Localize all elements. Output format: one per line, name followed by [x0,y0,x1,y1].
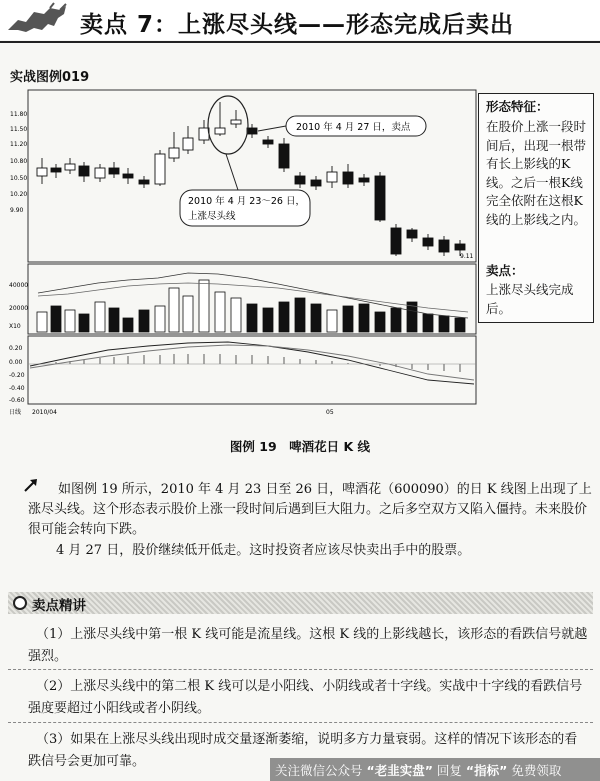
macd-tick: -0.60 [9,397,25,404]
volume-bar [65,310,75,332]
candle-body [375,176,385,220]
figure-caption: 图例 19 啤酒花日 K 线 [229,439,371,454]
tip-divider [8,722,593,724]
macd-tick: -0.20 [9,372,25,379]
price-tick: 10.80 [10,158,28,165]
sell-point-text: 上涨尽头线完成后。 [486,282,574,316]
watermark-prefix: 关注微信公众号 [275,763,363,778]
price-tick: 10.50 [10,175,28,182]
watermark-name: “老韭实盘” [366,763,433,778]
pattern-info-panel [478,93,594,323]
header-divider [0,41,600,43]
section-title: 卖点精讲 [32,598,86,614]
candle-body [423,238,433,246]
volume-bar [123,318,133,332]
volume-bar [155,306,165,332]
volume-bar [263,308,273,332]
volume-bar [359,304,369,332]
example-label: 实战图例019 [10,70,90,85]
volume-bar [183,296,193,332]
price-tick: 11.50 [10,126,28,133]
volume-bar [51,306,61,332]
section-banner [8,592,593,614]
watermark-suffix: 免费领取 [511,763,562,778]
low-price-mark: 9.11 [460,253,474,260]
sell-point-heading: 卖点： [486,263,524,278]
volume-tick: 40000 [9,282,29,289]
volume-tick: X10 [9,323,21,330]
watermark-text [275,761,561,779]
volume-bar [139,310,149,332]
candlestick-chart [8,88,478,420]
x-axis-label: 05 [326,409,334,416]
tip-divider [8,669,593,671]
watermark-mid: 回复 [436,763,462,778]
annotation-sell-text: 2010 年 4 月 27 日，卖点 [296,122,411,133]
candle-body [215,128,225,134]
volume-bar [231,298,241,332]
volume-bar [375,312,385,332]
volume-bar [95,302,105,332]
volume-bar [247,304,257,332]
volume-bar [79,314,89,332]
candle-body [169,148,179,158]
candle-body [263,140,273,144]
candle-body [109,168,119,174]
macd-tick: 0.00 [9,359,23,366]
candle-body [407,230,417,238]
volume-bar [295,298,305,332]
x-axis-label: 2010/04 [32,409,57,416]
volume-bar [109,308,119,332]
candle-body [231,120,241,124]
pattern-highlight-ellipse [208,96,248,154]
candle-body [311,180,321,186]
macd-tick: 0.20 [9,345,23,352]
candle-body [37,168,47,176]
tip-item: （1）上涨尽头线中第一根 K 线可能是流星线。这根 K 线的上影线越长，该形态的看跌信号就越强烈。 [28,627,588,664]
candle-body [155,154,165,184]
candle-body [343,172,353,184]
candle-body [199,128,209,140]
macd-panel-frame [28,336,476,404]
watermark-keyword: “指标” [465,763,508,778]
candle-body [183,138,193,150]
volume-bar [343,306,353,332]
candle-body [455,244,465,250]
price-tick: 10.20 [10,191,28,198]
price-tick: 9.90 [10,207,24,214]
volume-bar [169,288,179,332]
annotation-pattern-text: 2010 年 4 月 23～26 日， [188,196,305,207]
page-title: 卖点 7：上涨尽头线——形态完成后卖出 [80,12,515,38]
candle-body [279,144,289,168]
feature-heading: 形态特征： [486,99,549,114]
bull-logo-icon [4,2,74,38]
volume-bars [37,280,465,332]
candle-body [327,172,337,182]
volume-bar [327,310,337,332]
candle-body [139,180,149,184]
feature-text: 在股价上涨一段时间后，出现一根带有长上影线的K线。之后一根K线完全依附在这根K线的上影线之内。 [486,119,587,227]
volume-tick: 20000 [9,305,29,312]
body-paragraph: 4 月 27 日，股价继续低开低走。这时投资者应该尽快卖出手中的股票。 [56,543,471,558]
candle-body [79,166,89,176]
candle-body [391,228,401,254]
volume-bar [391,308,401,332]
volume-bar [199,280,209,332]
annotation-pattern-text: 上涨尽头线 [188,211,236,222]
tip-item: （2）上涨尽头线中的第二根 K 线可以是小阳线、小阴线或者十字线。实战中十字线的看跌信号强度要超过小阳线或者小阴线。 [28,679,583,716]
candle-body [295,176,305,184]
candle-body [247,128,257,134]
corner-label: 日线 [9,409,22,416]
volume-bar [423,314,433,332]
volume-bar [37,312,47,332]
annotation-pointer [226,154,238,190]
volume-bar [215,292,225,332]
section-bullet-icon [13,596,27,610]
tip-item: （3）如果在上涨尽头线出现时成交量逐渐萎缩，说明多方力量衰弱。这样的情况下该形态的看跌信号会更加可靠。 [28,732,578,769]
candle-body [95,168,105,178]
price-tick: 11.20 [10,141,28,148]
volume-bar [455,318,465,332]
macd-tick: -0.40 [9,385,25,392]
volume-bar [439,316,449,332]
annotation-pointer [258,126,286,131]
price-tick: 11.80 [10,111,28,118]
candle-body [65,164,75,170]
candle-body [439,240,449,252]
candle-body [123,174,133,178]
candle-body [51,168,61,172]
volume-bar [279,302,289,332]
body-paragraph: 如图例 19 所示，2010 年 4 月 23 日至 26 日，啤酒花（600090）的日 K 线图上出现了上涨尽头线。这个形态表示股价上涨一段时间后遇到巨大阻力。之后多空双方又陷入僵持。未来股价很可能会转向下跌。 [28,482,592,537]
volume-bar [311,304,321,332]
candle-body [359,178,369,182]
